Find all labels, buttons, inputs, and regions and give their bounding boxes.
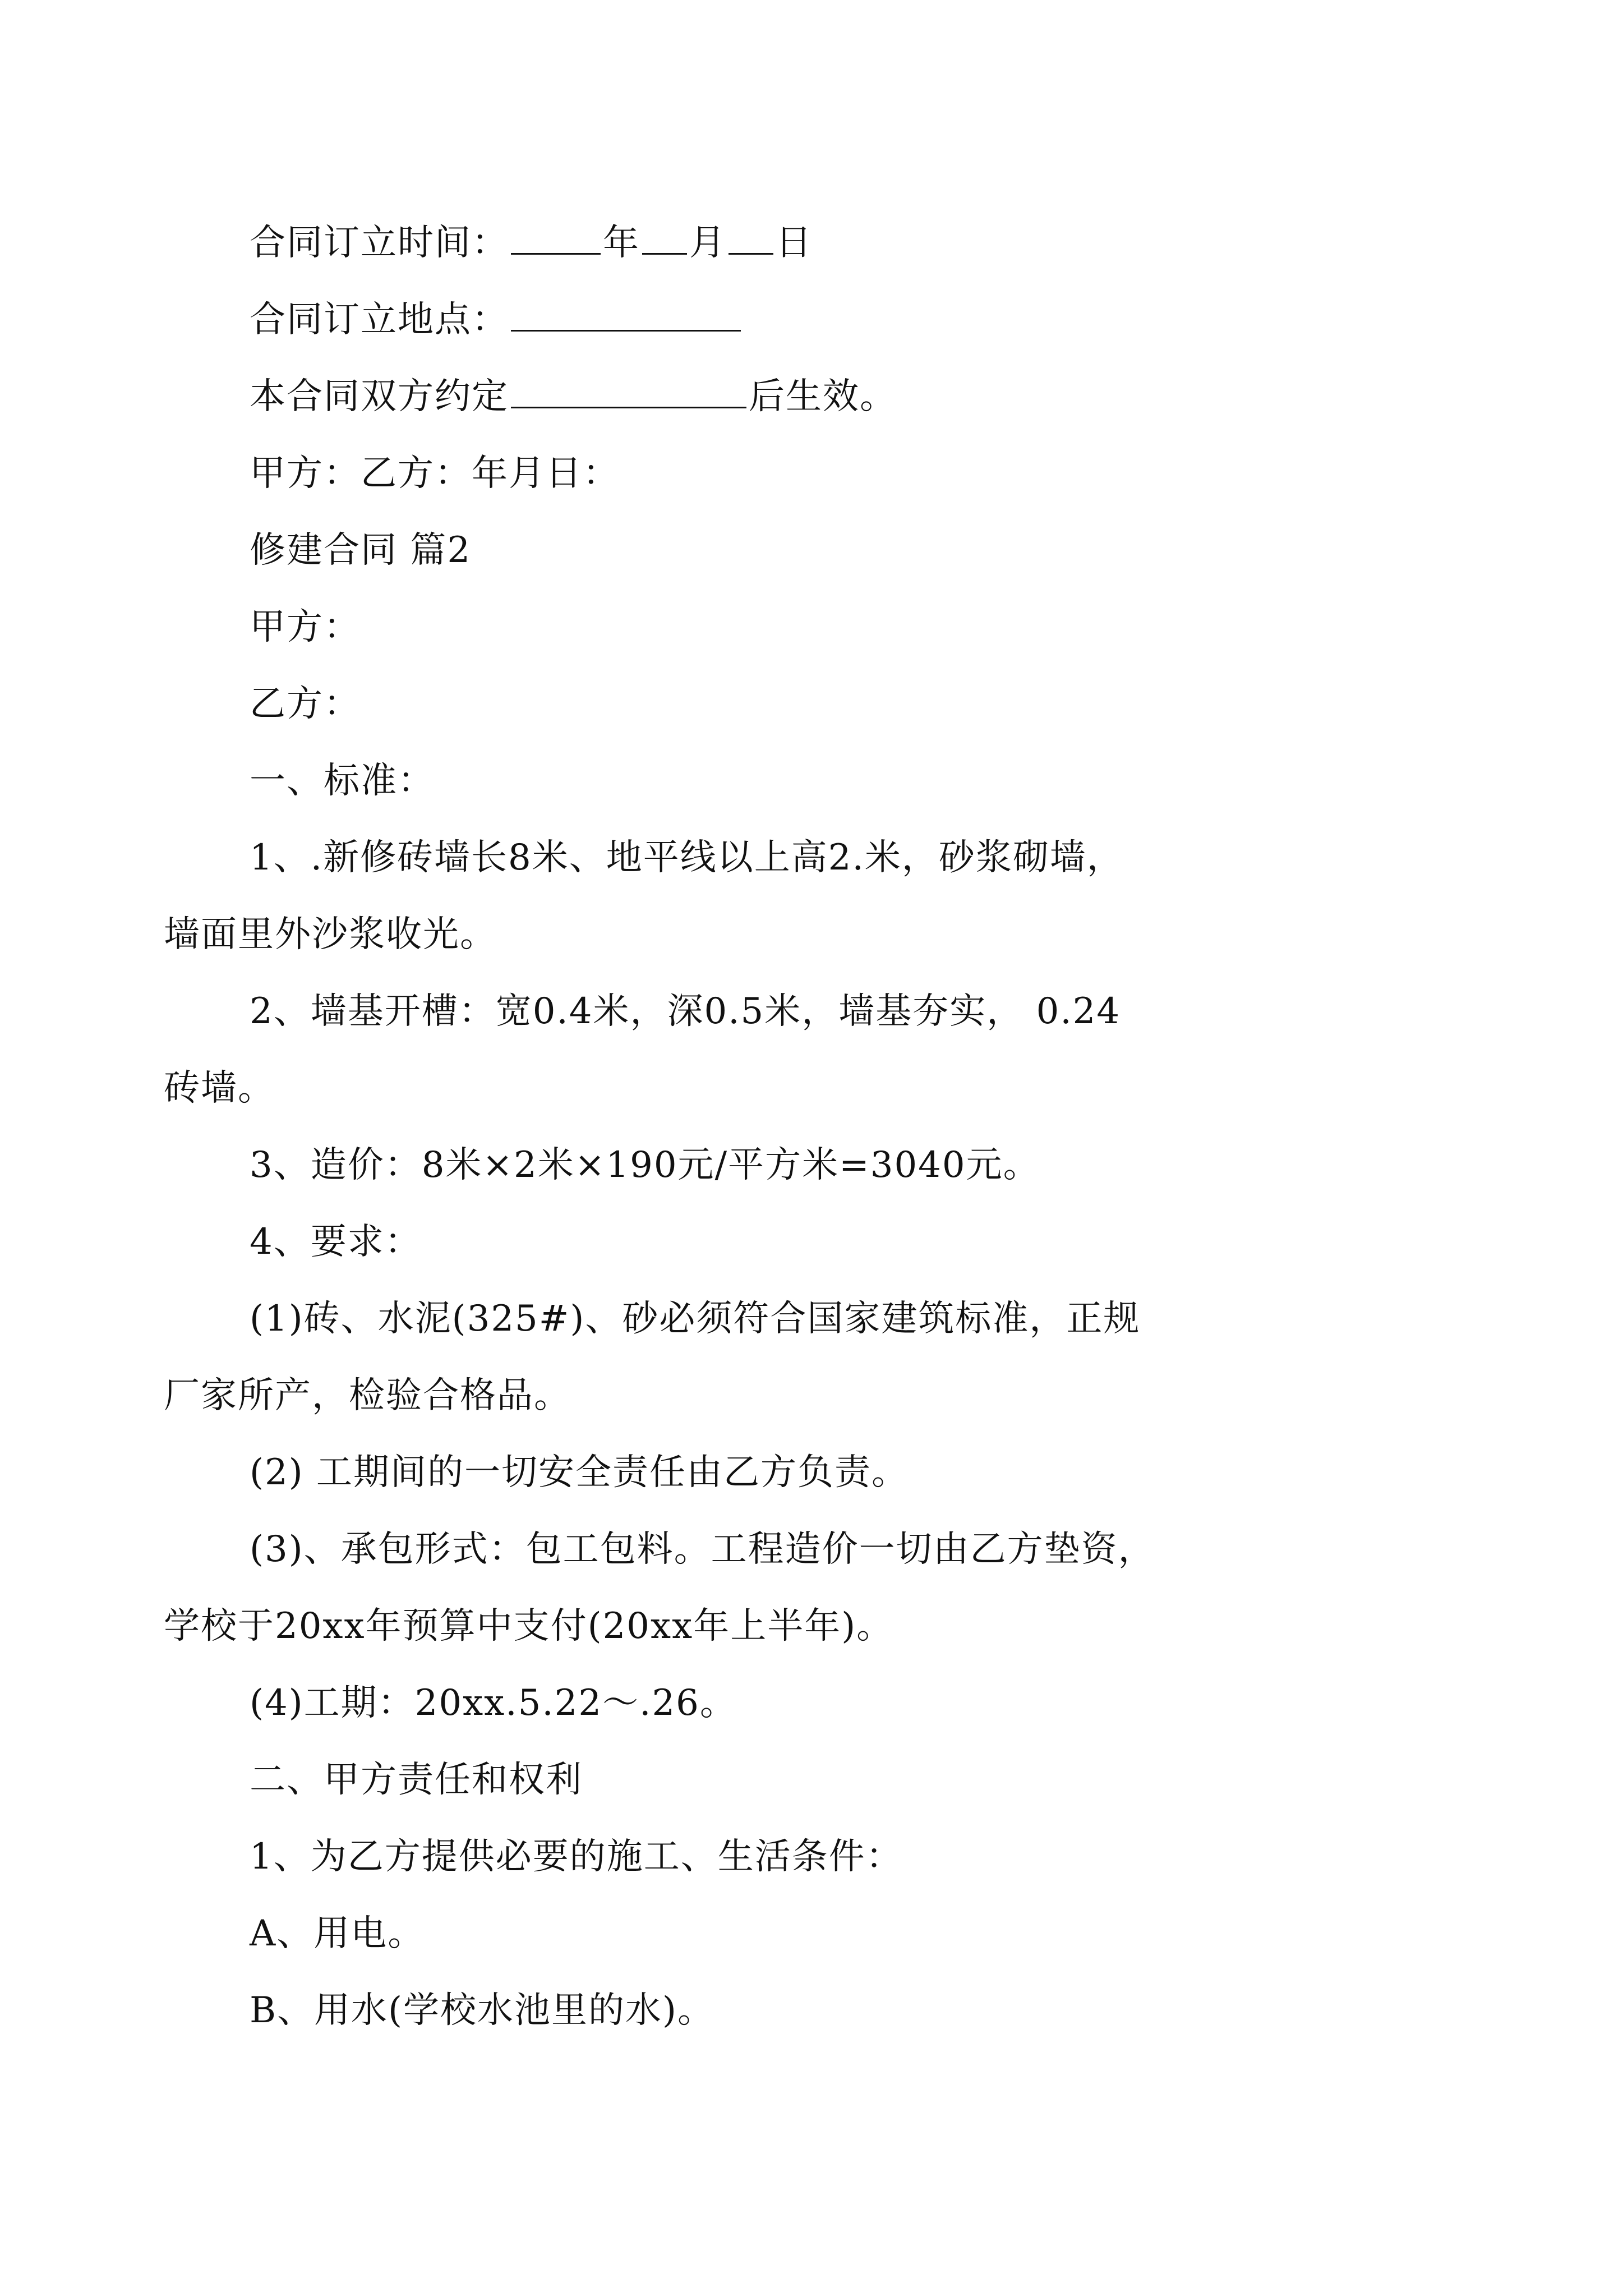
month-blank [642, 219, 687, 255]
duty-b: B、用水(学校水池里的水)。 [250, 1990, 714, 2031]
duty-a: A、用电。 [250, 1913, 425, 1954]
year-label: 年 [603, 222, 640, 264]
effect-line [250, 358, 1382, 435]
party-a-line: 甲方： [250, 606, 361, 648]
requirement-2: (2) 工期间的一切安全责任由乙方负责。 [250, 1452, 909, 1493]
contract-time-label: 合同订立时间： [250, 222, 509, 264]
requirement-1-line-1: (1)砖、水泥(325#)、砂必须符合国家建筑标准，正规 [250, 1298, 1141, 1340]
year-blank [511, 219, 601, 255]
requirement-3-line-1: (3)、承包形式：包工包料。工程造价一切由乙方垫资， [250, 1529, 1155, 1570]
party-b-line: 乙方： [250, 683, 361, 725]
effect-blank [511, 373, 746, 408]
item-2-line-1: 2、墙基开槽：宽0.4米，深0.5米，墙基夯实， 0.24 [250, 991, 1121, 1032]
contract-place-label: 合同订立地点： [250, 299, 509, 341]
requirement-4: (4)工期：20xx.5.22～.26。 [250, 1682, 737, 1724]
item-4: 4、要求： [250, 1221, 422, 1263]
effect-suffix: 后生效。 [749, 376, 897, 417]
contract-place-line [250, 282, 1382, 358]
standard-heading: 一、标准： [250, 760, 435, 802]
effect-prefix: 本合同双方约定 [250, 376, 509, 417]
section-title: 修建合同 篇2 [250, 530, 472, 571]
item-1 [164, 820, 1382, 973]
requirement-3-line-2: 学校于20xx年预算中支付(20xx年上半年)。 [164, 1605, 894, 1647]
place-blank [511, 296, 741, 332]
signatures-line: 甲方：乙方：年月日： [250, 453, 620, 494]
requirement-1 [164, 1281, 1382, 1434]
item-3: 3、造价：8米×2米×190元/平方米=3040元。 [250, 1144, 1040, 1186]
contract-time-line [250, 205, 1382, 282]
item-1-line-2: 墙面里外沙浆收光。 [164, 914, 497, 955]
day-blank [728, 219, 773, 255]
requirement-3 [164, 1511, 1382, 1665]
day-label: 日 [776, 222, 813, 264]
duty-heading: 二、甲方责任和权利 [250, 1759, 583, 1801]
item-1-line-1: 1、.新修砖墙长8米、地平线以上高2.米，砂浆砌墙， [250, 837, 1124, 878]
item-2 [164, 973, 1382, 1127]
month-label: 月 [689, 222, 726, 264]
duty-1: 1、为乙方提供必要的施工、生活条件： [250, 1836, 903, 1878]
requirement-1-line-2: 厂家所产，检验合格品。 [164, 1375, 571, 1416]
item-2-line-2: 砖墙。 [164, 1068, 275, 1109]
